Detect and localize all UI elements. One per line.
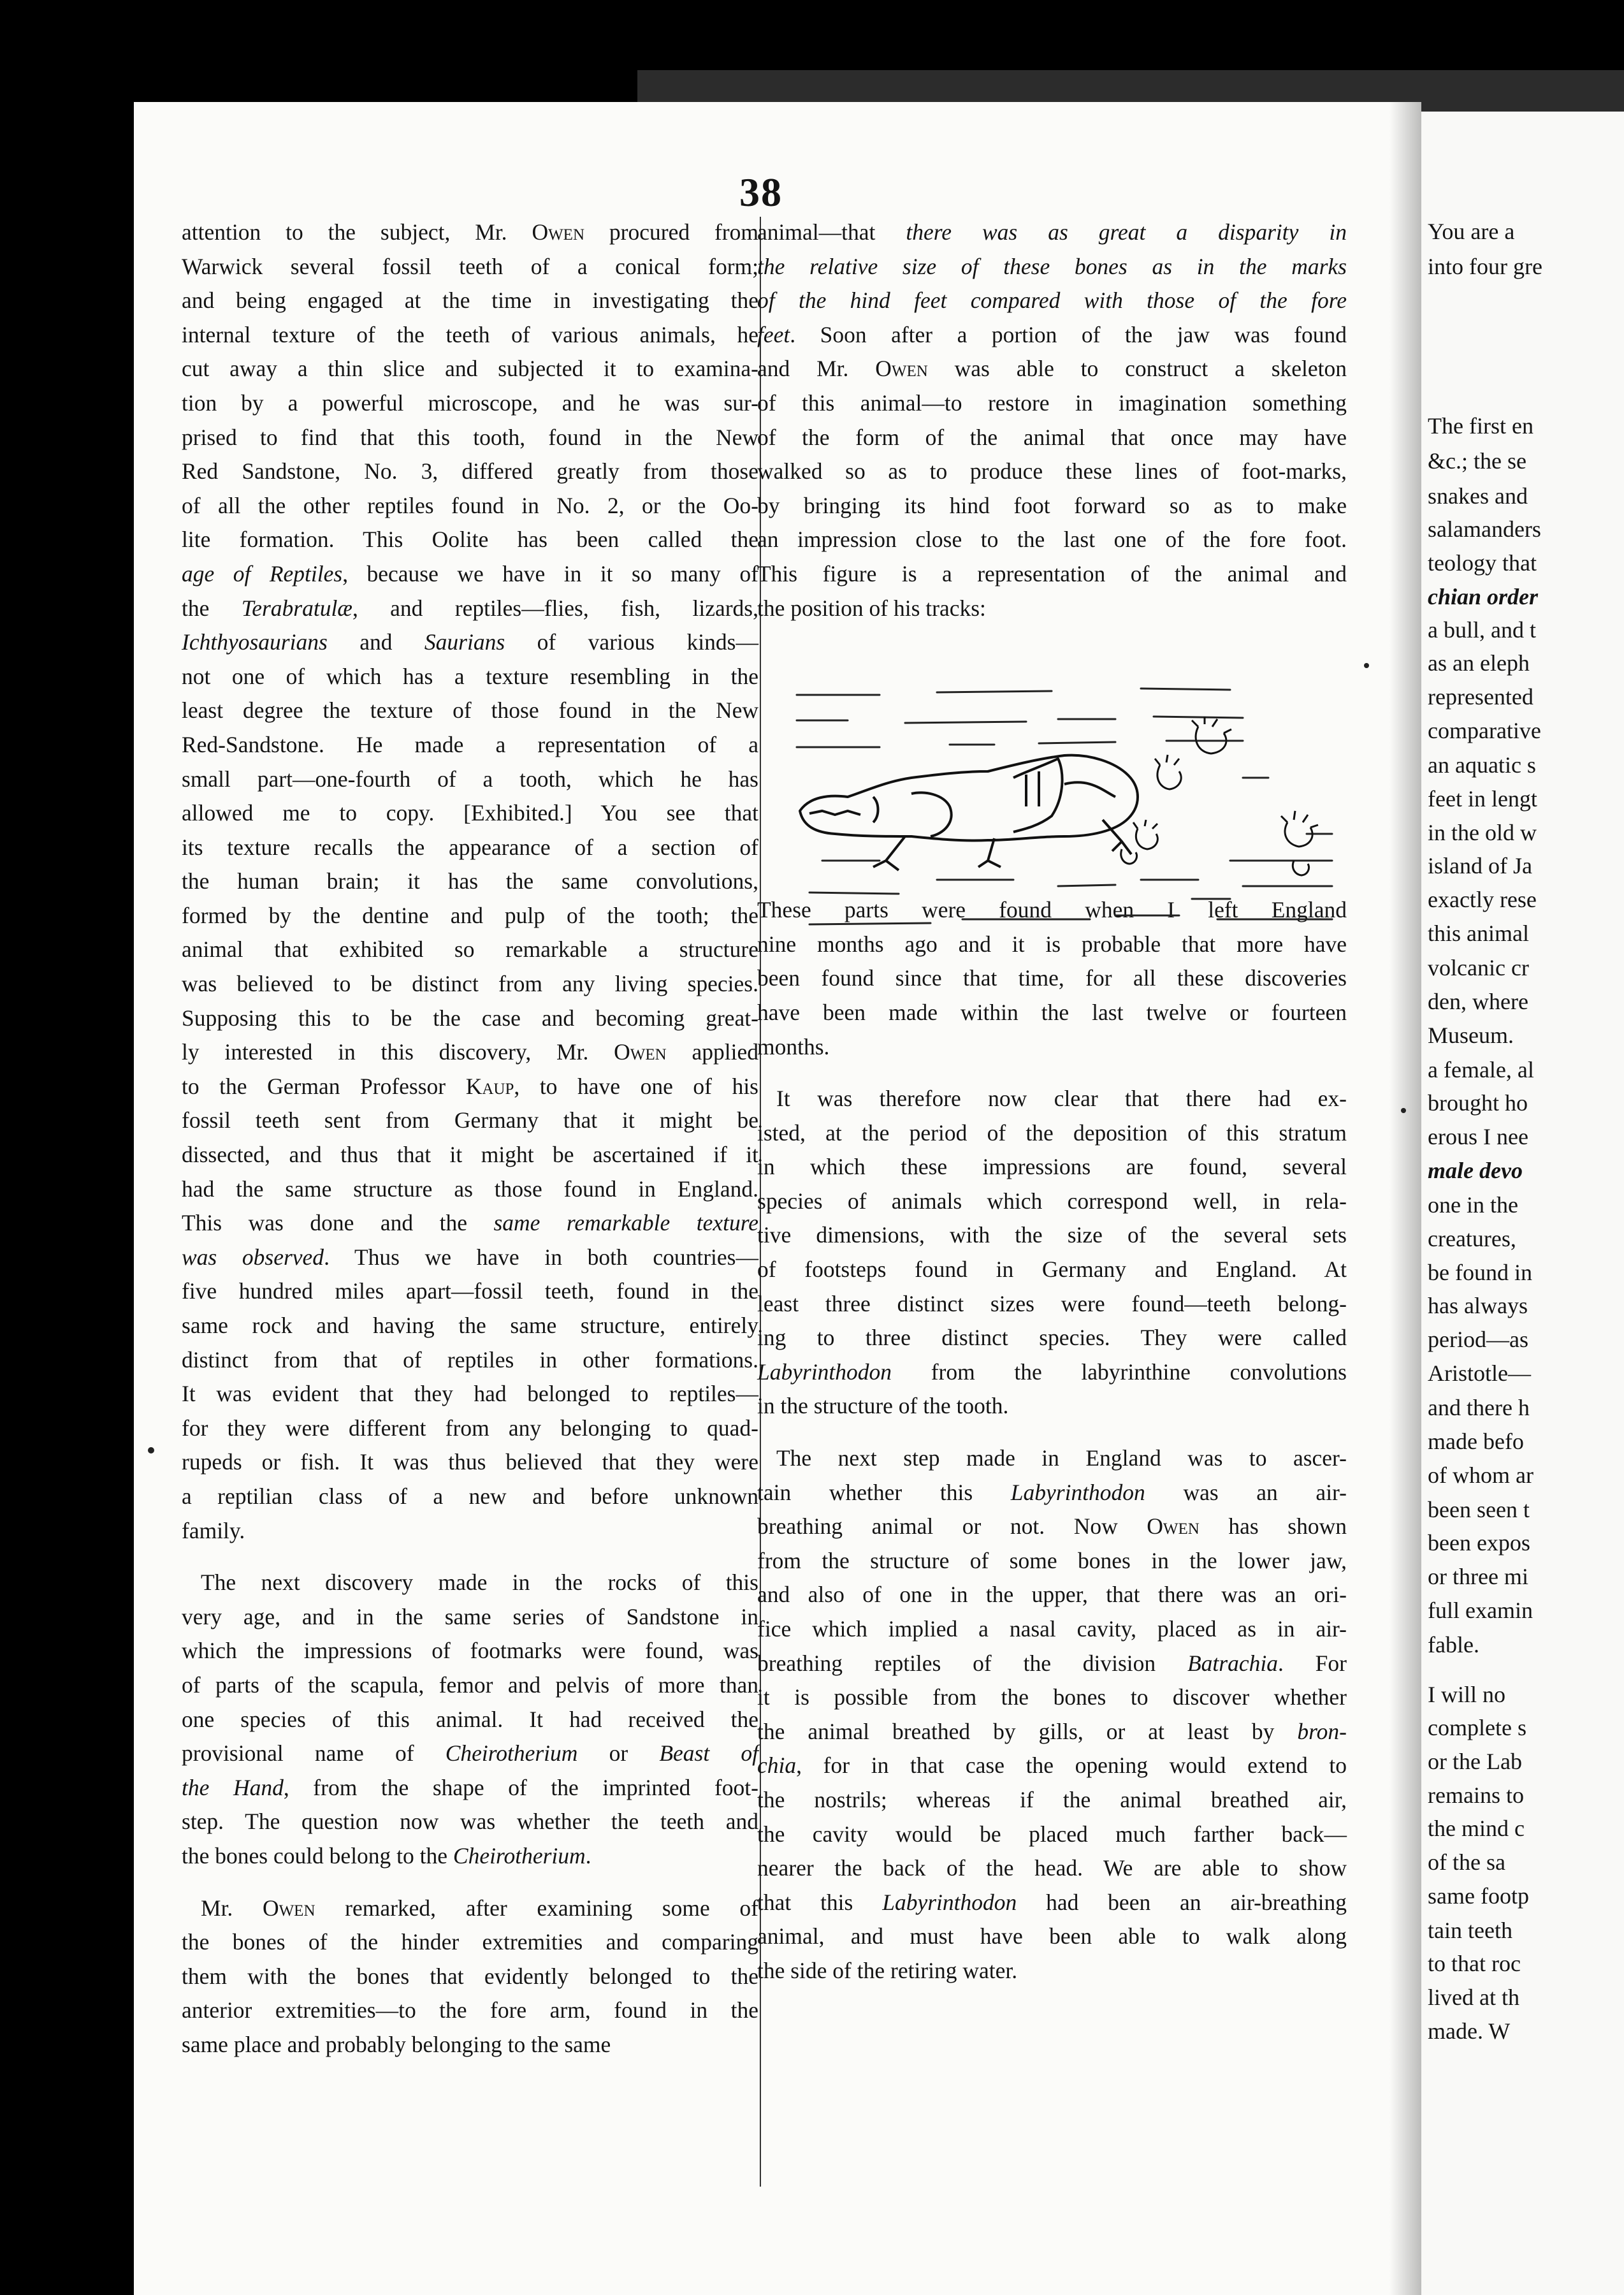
text-line: small part—one-fourth of a tooth, which he has [182, 766, 758, 792]
text-line: least three distinct sizes were found—teeth belong- [757, 1290, 1347, 1316]
text-line: Red Sandstone, No. 3, differed greatly from those [182, 458, 758, 484]
text-line: have been made within the last twelve or fourteen [757, 999, 1347, 1025]
text-line: the nostrils; whereas if the animal breathed air, [757, 1786, 1347, 1812]
text-line: that this Labyrinthodon had been an air-breathing [757, 1889, 1347, 1915]
text-line: Supposing this to be the case and becoming great- [182, 1005, 758, 1031]
adjacent-text-line: one in the [1428, 1192, 1518, 1218]
text-line: tain whether this Labyrinthodon was an air- [757, 1479, 1347, 1505]
adjacent-text-line: a female, al [1428, 1057, 1534, 1082]
adjacent-text-line: into four gre [1428, 254, 1542, 279]
adjacent-text-line: be found in [1428, 1260, 1532, 1285]
text-line: of parts of the scapula, femor and pelvis of more than [182, 1672, 758, 1698]
adjacent-text-line: in the old w [1428, 820, 1537, 845]
text-line: breathing animal or not. Now Owen has shown [757, 1513, 1347, 1540]
labyrinthodon-figure [784, 669, 1345, 931]
text-block [182, 215, 758, 2062]
adjacent-text-line: of the sa [1428, 1849, 1505, 1875]
text-line: The next discovery made in the rocks of this [201, 1570, 758, 1596]
text-line: for they were different from any belonging to quad- [182, 1415, 758, 1441]
adjacent-text-line: snakes and [1428, 483, 1528, 509]
paragraph-break [757, 1424, 1347, 1441]
adjacent-text-line: lived at th [1428, 1985, 1519, 2010]
adjacent-text-line: a bull, and t [1428, 617, 1536, 643]
text-line: chia, for in that case the opening would extend to [757, 1752, 1347, 1779]
text-line: of this animal—to restore in imagination something [757, 390, 1347, 416]
text-line: fice which implied a nasal cavity, placed as in air- [757, 1616, 1347, 1642]
text-line: of all the other reptiles found in No. 2, or the Oo- [182, 492, 758, 518]
adjacent-text-line: made. W [1428, 2018, 1511, 2044]
text-line: family. [182, 1517, 245, 1543]
text-line: of the form of the animal that once may have [757, 424, 1347, 450]
adjacent-text-line: period—as [1428, 1327, 1528, 1352]
text-line: attention to the subject, Mr. Owen procured from [182, 219, 758, 245]
text-line: of the hind feet compared with those of the fore [757, 288, 1347, 314]
text-line: of footsteps found in Germany and England. At [757, 1257, 1347, 1283]
adjacent-text-line: &c.; the se [1428, 448, 1526, 474]
text-line: the relative size of these bones as in the marks [757, 253, 1347, 279]
adjacent-text-line: island of Ja [1428, 853, 1532, 878]
text-line: from the structure of some bones in the lower jaw, [757, 1547, 1347, 1573]
text-line: been found since that time, for all these discoveries [757, 965, 1347, 991]
text-line: isted, at the period of the deposition of this stratum [757, 1119, 1347, 1146]
text-line: prised to find that this tooth, found in the New [182, 424, 758, 450]
adjacent-text-line: remains to [1428, 1782, 1524, 1808]
text-line: the Hand, from the shape of the imprinted foot- [182, 1774, 758, 1800]
adjacent-text-line: the mind c [1428, 1816, 1525, 1841]
text-line: Warwick several fossil teeth of a conical form; [182, 253, 758, 279]
animal-icon [800, 755, 1138, 870]
text-line: internal texture of the teeth of various animals, he [182, 321, 758, 347]
adjacent-text-line: been seen t [1428, 1497, 1530, 1522]
text-line: the bones could belong to the Cheirotherium. [182, 1842, 591, 1869]
text-line: animal, and must have been able to walk along [757, 1923, 1347, 1949]
adjacent-text-line: The first en [1428, 413, 1533, 439]
right-column [757, 215, 1347, 1988]
text-line: the bones of the hinder extremities and comparing [182, 1929, 758, 1955]
text-line: five hundred miles apart—fossil teeth, found in the [182, 1278, 758, 1304]
text-line: an impression close to the last one of the fore foot. [757, 527, 1347, 553]
adjacent-text-line: represented [1428, 684, 1533, 710]
adjacent-text-line: Aristotle— [1428, 1360, 1531, 1386]
adjacent-text-line: exactly rese [1428, 887, 1537, 912]
text-line: These parts were found when I left England [757, 897, 1347, 923]
text-line: Red-Sandstone. He made a representation of a [182, 731, 758, 757]
text-line: lite formation. This Oolite has been called the [182, 527, 758, 553]
adjacent-text-line: Museum. [1428, 1023, 1514, 1048]
text-line: ly interested in this discovery, Mr. Owen applied [182, 1039, 758, 1065]
text-block [757, 893, 1347, 1988]
text-line: a reptilian class of a new and before unknown [182, 1483, 758, 1509]
text-line: was believed to be distinct from any living species. [182, 971, 758, 997]
adjacent-text-line: an aquatic s [1428, 752, 1536, 778]
text-line: by bringing its hind foot forward so as to make [757, 492, 1347, 518]
text-line: nine months ago and it is probable that more have [757, 931, 1347, 957]
text-block [757, 215, 1347, 625]
adjacent-text-line: I will no [1428, 1682, 1505, 1707]
adjacent-text-line: of whom ar [1428, 1462, 1533, 1488]
text-line: distinct from that of reptiles in other formations. [182, 1346, 758, 1373]
text-line: This figure is a representation of the animal and [757, 560, 1347, 586]
adjacent-text-line: complete s [1428, 1715, 1526, 1740]
text-line: and also of one in the upper, that there was an ori- [757, 1582, 1347, 1608]
text-line: had the same structure as those found in England. [182, 1176, 758, 1202]
adjacent-text-line: or the Lab [1428, 1749, 1522, 1774]
adjacent-text-line: been expos [1428, 1530, 1530, 1556]
adjacent-text-line: den, where [1428, 989, 1528, 1014]
text-line: same place and probably belonging to the same [182, 2031, 611, 2057]
adjacent-text-line: erous I nee [1428, 1124, 1528, 1149]
adjacent-text-line: same footp [1428, 1883, 1529, 1909]
adjacent-text-line: chian order [1428, 584, 1539, 609]
paragraph-break [182, 1548, 758, 1566]
adjacent-text-line: as an eleph [1428, 650, 1530, 676]
text-line: feet. Soon after a portion of the jaw was found [757, 321, 1347, 347]
text-line: animal—that there was as great a disparity in [757, 219, 1347, 245]
adjacent-text-line: comparative [1428, 718, 1541, 743]
text-line: one species of this animal. It had received the [182, 1706, 758, 1732]
paragraph-break [182, 1874, 758, 1891]
text-line: The next step made in England was to ascer- [776, 1445, 1347, 1471]
text-line: Mr. Owen remarked, after examining some of [201, 1895, 758, 1921]
page-number: 38 [739, 170, 783, 215]
adjacent-text-line: male devo [1428, 1158, 1523, 1183]
text-line: not one of which has a texture resembling in the [182, 663, 758, 689]
text-line: It was evident that they had belonged to reptiles— [182, 1381, 758, 1407]
text-line: the Terabratulæ, and reptiles—flies, fish, lizards, [182, 595, 759, 621]
adjacent-text-line: You are a [1428, 219, 1515, 244]
text-line: allowed me to copy. [Exhibited.] You see that [182, 800, 758, 826]
text-line: least degree the texture of those found in the New [182, 697, 758, 724]
text-line: dissected, and thus that it might be ascertained if it [182, 1142, 758, 1168]
text-line: the human brain; it has the same convolutions, [182, 868, 758, 894]
text-line: in the structure of the tooth. [757, 1393, 1009, 1419]
text-line: was observed. Thus we have in both countries— [182, 1244, 758, 1270]
text-line: cut away a thin slice and subjected it to examina- [182, 356, 758, 382]
text-line: the position of his tracks: [757, 595, 986, 621]
text-line: step. The question now was whether the teeth and [182, 1809, 758, 1835]
text-line: them with the bones that evidently belonged to the [182, 1963, 758, 1989]
adjacent-text-line: fable. [1428, 1632, 1479, 1657]
text-line: walked so as to produce these lines of foot-marks, [757, 458, 1347, 484]
text-line: provisional name of Cheirotherium or Beast of [182, 1740, 759, 1767]
adjacent-text-line: this animal [1428, 921, 1529, 946]
text-line: it is possible from the bones to discover whether [757, 1684, 1347, 1710]
margin-speck [1401, 1108, 1406, 1113]
left-column [182, 215, 758, 2062]
text-line: in which these impressions are found, several [757, 1154, 1347, 1180]
text-line: fossil teeth sent from Germany that it might be [182, 1107, 758, 1133]
adjacent-text-line: to that roc [1428, 1951, 1521, 1976]
adjacent-text-line: and there h [1428, 1395, 1530, 1420]
text-line: nearer the back of the head. We are able to show [757, 1855, 1347, 1881]
text-line: to the German Professor Kaup, to have one of his [182, 1073, 758, 1099]
adjacent-text-line: or three mi [1428, 1564, 1528, 1589]
text-line: tive dimensions, with the size of the several sets [757, 1222, 1347, 1248]
adjacent-text-line: creatures, [1428, 1226, 1516, 1251]
text-line: species of animals which correspond well, in rela- [757, 1188, 1347, 1214]
adjacent-text-line: made befo [1428, 1429, 1524, 1454]
text-line: which the impressions of footmarks were found, was [182, 1638, 758, 1664]
text-line: Labyrinthodon from the labyrinthine convolutions [757, 1359, 1347, 1385]
text-line: age of Reptiles, because we have in it so many of [182, 560, 758, 586]
text-line: tion by a powerful microscope, and he was sur- [182, 390, 758, 416]
text-line: its texture recalls the appearance of a section of [182, 834, 758, 860]
text-line: anterior extremities—to the fore arm, found in the [182, 1997, 758, 2023]
adjacent-text-line: teology that [1428, 550, 1537, 576]
adjacent-text-line: full examin [1428, 1598, 1533, 1623]
text-line: breathing reptiles of the division Batrachia. For [757, 1650, 1347, 1676]
page-gutter [1389, 102, 1421, 2295]
adjacent-text-line: salamanders [1428, 516, 1541, 542]
text-line: and being engaged at the time in investigating the [182, 288, 758, 314]
text-line: very age, and in the same series of Sandstone in [182, 1603, 758, 1629]
text-line: the cavity would be placed much farther back— [757, 1821, 1347, 1847]
adjacent-text-line: tain teeth [1428, 1918, 1512, 1943]
adjacent-page [1409, 112, 1624, 2295]
margin-speck [148, 1447, 154, 1454]
text-line: Ichthyosaurians and Saurians of various kinds— [182, 629, 758, 655]
text-line: formed by the dentine and pulp of the tooth; the [182, 902, 758, 928]
text-line: the side of the retiring water. [757, 1957, 1018, 1983]
text-line: This was done and the same remarkable texture [182, 1210, 758, 1236]
text-line: months. [757, 1033, 830, 1060]
paragraph-break [757, 1064, 1347, 1082]
text-line: and Mr. Owen was able to construct a skeleton [757, 356, 1347, 382]
text-line: It was therefore now clear that there had ex- [776, 1086, 1347, 1112]
text-line: the animal breathed by gills, or at least by bron- [757, 1718, 1347, 1744]
adjacent-text-line: has always [1428, 1293, 1528, 1318]
text-line: rupeds or fish. It was thus believed that they were [182, 1449, 758, 1475]
adjacent-text-line: feet in lengt [1428, 786, 1537, 812]
text-line: same rock and having the same structure, entirely [182, 1313, 758, 1338]
adjacent-text-line: brought ho [1428, 1090, 1528, 1116]
adjacent-text-line: volcanic cr [1428, 955, 1529, 980]
text-line: ing to three distinct species. They were called [757, 1325, 1347, 1351]
text-line: animal that exhibited so remarkable a structure [182, 936, 758, 963]
margin-speck [1364, 663, 1369, 668]
